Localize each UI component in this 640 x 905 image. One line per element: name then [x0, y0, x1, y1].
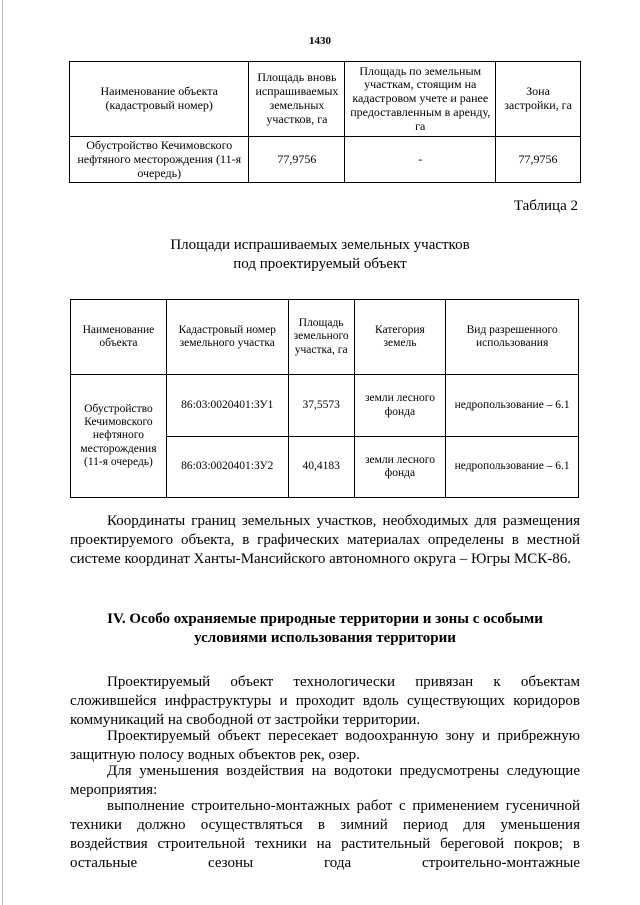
table-1-header-cell: Наименование объекта (кадастровый номер) — [70, 62, 249, 137]
body-paragraph: Для уменьшения воздействия на водотоки предусмотрены следующие мероприятия: — [70, 763, 580, 798]
table-2-cell: 37,5573 — [288, 375, 354, 437]
table-row — [70, 137, 581, 183]
table-1-cell: 77,9756 — [496, 137, 581, 183]
table-1-cell: Обустройство Кечимовского нефтяного месторождения (11-я очередь) — [70, 137, 249, 183]
table-2-title-line-2: под проектируемый объект — [233, 256, 407, 272]
page-number: 1430 — [309, 35, 331, 47]
table-2-cell: недропользование – 6.1 — [446, 375, 579, 437]
table-2-cell: 86:03:0020401:ЗУ2 — [166, 437, 288, 498]
table-1-header-cell: Зона застройки, га — [496, 62, 581, 137]
table-2-cell: 40,4183 — [288, 437, 354, 498]
table-2-object-cell: Обустройство Кечимовского нефтяного месторождения (11-я очередь) — [71, 375, 167, 498]
table-1-header-cell: Площадь по земельным участкам, стоящим на кадастровом учете и ранее предоставленным в аренду, га — [345, 62, 496, 137]
section-heading: IV. Особо охраняемые природные территории и зоны с особыми условиями использования территории — [107, 611, 543, 646]
table-2-cell: недропользование – 6.1 — [446, 437, 579, 498]
table-2-title-line-1: Площади испрашиваемых земельных участков — [170, 237, 470, 253]
table-2-cell: 86:03:0020401:ЗУ1 — [166, 375, 288, 437]
body-paragraph: Проектируемый объект технологически привязан к объектам сложившейся инфраструктуры и проходит вдоль существующих коридоров коммуникаций на свободной от застройки территории. — [70, 674, 580, 728]
table-1-cell: - — [345, 137, 496, 183]
table-2-header-cell: Категория земель — [354, 300, 446, 375]
coordinates-paragraph: Координаты границ земельных участков, необходимых для размещения проектируемого объекта, в графических материалах определены в местной системе координат Ханты-Мансийского автономного округа – Югры МСК-86. — [70, 513, 580, 567]
table-1-header-cell: Площадь вновь испрашиваемых земельных участков, га — [249, 62, 345, 137]
table-1 — [69, 61, 581, 183]
table-2-cell: земли лесного фонда — [354, 437, 446, 498]
table-1-cell: 77,9756 — [249, 137, 345, 183]
body-paragraph: Проектируемый объект пересекает водоохранную зону и прибрежную защитную полосу водных объектов рек, озер. — [70, 728, 580, 763]
table-2-header-cell: Вид разрешенного использования — [446, 300, 579, 375]
table-2-header-cell: Кадастровый номер земельного участка — [166, 300, 288, 375]
table-2-cell: земли лесного фонда — [354, 375, 446, 437]
table-2-caption: Таблица 2 — [513, 198, 578, 214]
table-2-header-cell: Наименование объекта — [71, 300, 167, 375]
table-2 — [70, 299, 579, 498]
table-2-header-cell: Площадь земельного участка, га — [288, 300, 354, 375]
body-paragraph: выполнение строительно-монтажных работ с применением гусеничной техники должно осуществляться в зимний период для уменьшения воздействия строительной техники на растительный береговой покров; в остальные сезоны года строительно-монтажные — [70, 798, 580, 871]
table-1-header-row — [70, 62, 581, 137]
table-row — [71, 375, 579, 437]
table-2-header-row — [71, 300, 579, 375]
scan-edge — [2, 0, 3, 905]
